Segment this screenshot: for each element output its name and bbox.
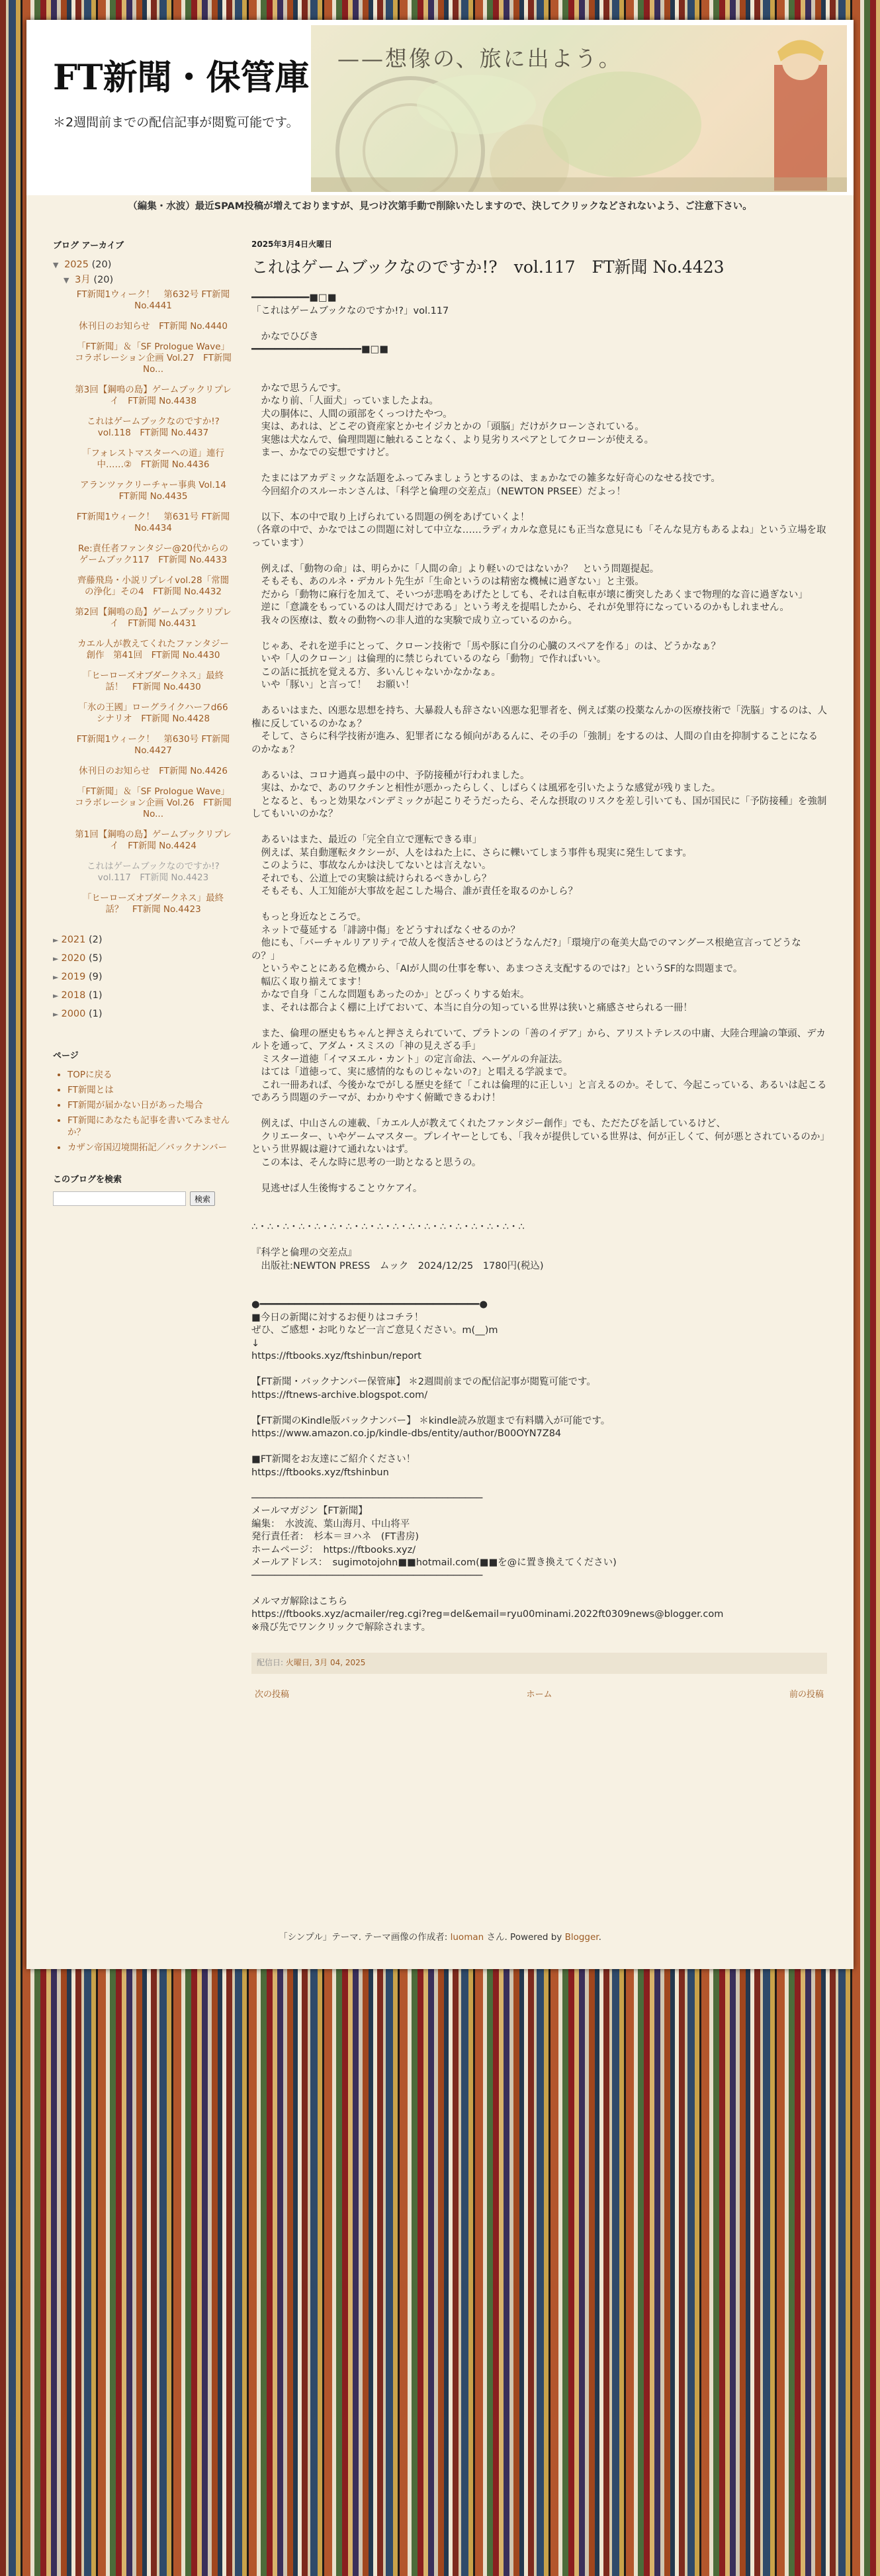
post-pager bbox=[251, 1688, 827, 1702]
post-title: これはゲームブックなのですか!? vol.117 FT新聞 No.4423 bbox=[251, 257, 725, 277]
archive-post-link[interactable]: Re:責任者ファンタジー@20代からのゲームブック117 FT新聞 No.4433 bbox=[78, 543, 228, 565]
collapse-triangle-icon[interactable]: ▼ bbox=[53, 261, 59, 269]
archive-post-link[interactable]: 「FT新聞」＆「SF Prologue Wave」コラボレーション企画 Vol.26 FT新聞 No... bbox=[75, 786, 232, 819]
archive-post-link[interactable]: カエル人が教えてくれたファンタジー創作 第41回 FT新聞 No.4430 bbox=[77, 639, 229, 661]
archive-post-link[interactable]: 「氷の王國」ローグライクハーフd66シナリオ FT新聞 No.4428 bbox=[78, 702, 228, 724]
archive-year-link[interactable]: 2000 bbox=[61, 1009, 86, 1019]
sidebar bbox=[53, 238, 236, 1206]
post-permalink[interactable]: 火曜日, 3月 04, 2025 bbox=[285, 1658, 366, 1667]
archive-year-link[interactable]: 2018 bbox=[61, 990, 86, 1001]
archive-year-link[interactable]: 2019 bbox=[61, 972, 86, 982]
older-post-link[interactable]: 前の投稿 bbox=[789, 1689, 824, 1700]
search-button[interactable]: 検索 bbox=[190, 1191, 215, 1206]
archive-year-2021[interactable] bbox=[53, 933, 232, 948]
page-link[interactable]: • カザン帝国辺境開拓記／バックナンバー bbox=[67, 1142, 232, 1154]
theme-author-link[interactable]: luoman bbox=[450, 1932, 484, 1943]
blog-title[interactable]: FT新聞・保管庫 bbox=[53, 58, 310, 98]
archive-post-link[interactable]: 「ヒーローズオブダークネス」最終話！ FT新聞 No.4430 bbox=[82, 670, 224, 692]
archive-post-list bbox=[53, 289, 236, 915]
archive-count: (20) bbox=[93, 275, 114, 285]
collapse-triangle-icon[interactable]: ▼ bbox=[64, 276, 69, 285]
archive-count: (2) bbox=[88, 935, 103, 945]
archive-count: (5) bbox=[88, 953, 103, 964]
archive-count: (20) bbox=[91, 259, 112, 270]
blog-header bbox=[26, 20, 854, 195]
archive-count: (9) bbox=[88, 972, 103, 982]
post-body: ━━━━━━━━━━■□■ 「これはゲームブックなのですか!?」vol.117 かなでひびき ━━━━━━━━━━━━━━━━━━━■□■ かなで思うんです。 かなり前、「人面犬」っていましたよね。 犬の胴体に、人間の頭部をくっつけたやつ。 実は、あれは、どこぞの資産家とかセイジカとかの「頭脳」だけがクローンされている。 実態は犬なんで、倫理問題に触れることなく、より見劣りスペアとしてクローンが使える。 まー、かなでの妄想ですけど。 たまにはアカデミックな話題をふってみましょうとするのは、まぁかなでの雑多な好奇心のなせる技です。 今回紹介のスルーホンさんは、「科学と倫理の交差点」（NEWTON PRSEE）だよっ！ 以下、本の中で取り上げられている問題の例をあげていくよ！ （各章の中で、かなではこの問題に対して中立な……ラディカルな意見にも正当な意見にも「そんな見方もあるよね」という立場を取っています） 例えば、「動物の命」は、明らかに「人間の命」より軽いのではないか？ という問題提起。 そもそも、あのルネ・デカルト先生が「生命というのは精密な機械に過ぎない」と主張。 だから「動物に麻行を加えて、そいつが悲鳴をあげたとしても、それは自転車が壊に衝突したあくまで物理的な音に過ぎない」 逆に「意識をもっているのは人間だけである」という考えを提唱したから、それが免罪符になっているのかもしれません。 我々の医療は、数々の動物への非人道的な実験で成り立っているのから。 じゃあ、それを逆手にとって、クローン技術で「馬や豚に自分の心臓のスペアを作る」のは、どうかなぁ？ いや「人のクローン」は倫理的に禁じられているのなら「動物」で作ればいい。 この話に抵抗を覚える方、多いんじゃないかなかなぁ。 いや「豚い」と言って！ お願い！ あるいはまた、凶悪な思想を持ち、大暴殺人も辞さない凶悪な犯罪者を、例えば薬の投薬なんかの医療技術で「洗脳」するのは、人権に反しているのかなぁ？ そして、さらに科学技術が進み、犯罪者になる傾向があるんに、その手の「強制」をするのは、人間の自由を抑制することになるのかなぁ？ あるいは、コロナ過真っ最中の中、予防接種が行われました。 実は、かなで、あのワクチンと相性が悪かったらしく、しばらくは風邪を引いたような感覚が残りました。 となると、もっと効果なパンデミックが起こりそうだったら、そんな摂取のリスクを差し引いても、国が国民に「予防接種」を強制してもいいのかな？ あるいはまた、最近の「完全自立で運転できる車」 例えば、某自動運転タクシーが、人をはねた上に、さらに轢いてしまう事件も現実に発生してます。 このように、事故なんかは決してないとは言えない。 それでも、公道上での実験は続けられるべきかしら？ そもそも、人工知能が大事故を起こした場合、誰が責任を取るのかしら？ もっと身近なところで。 ネットで蔓延する「誹謗中傷」をどうすればなくせるのか？ 他にも、「バーチャルリアリティで故人を復活させるのはどうなんだ?」「環境庁の奄美大島でのマングース根絶宣言ってどうなの？」 というやことにある危機から、「AIが人間の仕事を奪い、あまつさえ支配するのでは?」というSF的な問題まで。 幅広く取り揃えてます！ かなで自身「こんな問題もあったのか」とびっくりする始末。 ま、それは都合よく棚に上げておいて、本当に自分の知っている世界は狭いと痛感させられる一冊！ また、倫理の歴史もちゃんと押さえられていて、プラトンの「善のイデア」から、アリストテレスの中庸、大陸合理論の筆頭、デカルトを通って、アダム・スミスの「神の見えざる手」 ミスター道徳「イマヌエル・カント」の定言命法、ヘーゲルの弁証法。 はては「道徳って、実に感情的なものじゃないの?」と唱える学説まで。 これ一冊あれば、今後かなでがしる歴史を経て「これは倫理的に正しい」と言えるのか。そして、今起こっている、あるいは起こるであろう問題のテーマが、わかりやすく俯瞰できるわけ！ 例えば、中山さんの連載、「カエル人が教えてくれたファンタジー創作」でも、ただたびを話しているけど、 クリエーター、いやゲームマスター。プレイヤーとしても、「我々が提供している世界は、何が正しくて、何が悪とされているのか」という世界観は避けて通れないはず。 この本は、そんな時に思考の一助となると思うの。 見逃せば人生後悔することウケアイ。 ∴・∴・∴・∴・∴・∴・∴・∴・∴・∴・∴・∴・∴・∴・∴・∴・∴・∴ 『科学と倫理の交差点』 出版社:NEWTON PRESS ムック 2024/12/25 1780円(税込) ●━━━━━━━━━━━━━━━━━━━━━━━━━━━━━━━━━━━━━━● ■今日の新聞に対するお便りはコチラ！ ぜひ、ご感想・お叱りなど一言ご意見ください。m(__)m ↓ https://ftbooks.xyz/ftshinbun/report 【FT新聞・バックナンバー保管庫】 ＊2週間前までの配信記事が閲覧可能です。 https://ftnews-archive.blogspot.com/ 【FT新聞のKindle版バックナンバー】 ＊kindle読み放題まで有料購入が可能です。 https://www.amazon.co.jp/kindle-dbs/entity/author/B00OYN7Z84 ■FT新聞をお友達にご紹介ください！ https://ftbooks.xyz/ftshinbun ──────────────────────────────────────── メールマガジン【FT新聞】 編集： 水波流、葉山海月、中山将平 発行責任者： 杉本＝ヨハネ (FT書房) ホームページ： https://ftbooks.xyz/ メールアドレス： sugimotojohn■■hotmail.com(■■を@に置き換えてください) ──────────────────────────────────────── メルマガ解除はこちら https://ftbooks.xyz/acmailer/reg.cgi?reg=del&email=ryu00minami.2022ft0309news@blogger.com ※飛び先でワンクリックで解除されます。 bbox=[251, 293, 827, 1633]
pages-list bbox=[53, 1069, 232, 1154]
archive-year-2020[interactable] bbox=[53, 951, 232, 966]
page-link[interactable]: • FT新聞にあなたも記事を書いてみませんか？ bbox=[67, 1115, 232, 1138]
archive-month-link[interactable]: 3月 bbox=[75, 275, 91, 285]
archive-post-link[interactable]: 第2回【鋼鳴の島】ゲームブックリプレイ FT新聞 No.4431 bbox=[75, 607, 232, 629]
archive-year-2018[interactable] bbox=[53, 988, 232, 1003]
spam-notice: （編集・水波）最近SPAM投稿が増えておりますが、見つけ次第手動で削除いたしますので、決してクリックなどされないよう、ご注意下さい。 bbox=[128, 201, 752, 212]
attribution-suffix: . bbox=[598, 1932, 601, 1943]
archive-post-link[interactable]: これはゲームブックなのですか!? vol.118 FT新聞 No.4437 bbox=[87, 416, 229, 438]
page-link[interactable]: • FT新聞が届かない日があった場合 bbox=[67, 1099, 232, 1111]
search-form bbox=[53, 1191, 232, 1206]
archive-year-2019[interactable] bbox=[53, 970, 232, 985]
archive-year-link[interactable]: 2025 bbox=[64, 259, 89, 270]
archive-post-link[interactable]: 齊藤飛鳥・小説リプレイvol.28「常闇の浄化」その4 FT新聞 No.4432 bbox=[77, 575, 230, 597]
archive-count: (1) bbox=[88, 990, 103, 1001]
archive-post-link[interactable]: 「ヒーローズオブダークネス」最終話？ FT新聞 No.4423 bbox=[82, 893, 224, 915]
archive-post-link[interactable]: 「フォレストマスターへの道」連行中……② FT新聞 No.4436 bbox=[82, 448, 224, 470]
page-link[interactable]: • TOPに戻る bbox=[67, 1069, 232, 1081]
archive-year-link[interactable]: 2020 bbox=[61, 953, 86, 964]
archive-post-link[interactable]: FT新聞1ウィーク！ 第630号 FT新聞 No.4427 bbox=[76, 734, 230, 756]
theme-attribution bbox=[26, 1929, 854, 1943]
archive-post-current: これはゲームブックなのですか!? vol.117 FT新聞 No.4423 bbox=[87, 861, 229, 883]
archive-post-link[interactable]: 「FT新聞」＆「SF Prologue Wave」コラボレーション企画 Vol.27 FT新聞 No... bbox=[75, 342, 232, 375]
post-footer bbox=[251, 1653, 827, 1674]
archive-count: (1) bbox=[88, 1009, 103, 1019]
expand-triangle-icon[interactable]: ► bbox=[53, 973, 59, 982]
blog-page bbox=[26, 20, 854, 1969]
pages-heading: ページ bbox=[53, 1051, 79, 1061]
expand-triangle-icon[interactable]: ► bbox=[53, 1010, 59, 1019]
archive-year-link[interactable]: 2021 bbox=[61, 935, 86, 945]
newer-post-link[interactable]: 次の投稿 bbox=[255, 1689, 290, 1700]
attribution-prefix: 「シンプル」テーマ. テーマ画像の作成者: bbox=[279, 1932, 451, 1943]
archive-post-link[interactable]: FT新聞1ウィーク！ 第631号 FT新聞 No.4434 bbox=[76, 512, 230, 533]
banner-slogan: ——想像の、旅に出よう。 bbox=[337, 46, 623, 71]
archive-month-march[interactable] bbox=[53, 273, 232, 288]
page-link[interactable]: • FT新聞とは bbox=[67, 1084, 232, 1096]
attribution-middle: さん. Powered by bbox=[484, 1932, 565, 1943]
expand-triangle-icon[interactable]: ► bbox=[53, 954, 59, 963]
archive-post-link[interactable]: 休刊日のお知らせ FT新聞 No.4426 bbox=[79, 766, 228, 776]
archive-year-2025[interactable] bbox=[53, 257, 232, 273]
header-banner-image bbox=[311, 25, 847, 192]
archive-post-link[interactable]: アランツァクリーチャー事典 Vol.14 FT新聞 No.4435 bbox=[80, 480, 236, 502]
archive-post-link[interactable]: FT新聞1ウィーク！ 第632号 FT新聞 No.4441 bbox=[76, 289, 230, 311]
main-column bbox=[251, 238, 827, 1701]
expand-triangle-icon[interactable]: ► bbox=[53, 991, 59, 1000]
archive-post-link[interactable]: 第3回【鋼鳴の島】ゲームブックリプレイ FT新聞 No.4438 bbox=[75, 385, 232, 406]
home-link[interactable]: ホーム bbox=[526, 1689, 552, 1700]
expand-triangle-icon[interactable]: ► bbox=[53, 936, 59, 944]
blog-description: ＊2週間前までの配信記事が閲覧可能です。 bbox=[53, 115, 299, 130]
archive-post-link[interactable]: 休刊日のお知らせ FT新聞 No.4440 bbox=[79, 321, 228, 332]
archive-year-2000[interactable] bbox=[53, 1007, 232, 1022]
search-heading: このブログを検索 bbox=[53, 1175, 122, 1185]
search-input[interactable] bbox=[53, 1191, 186, 1206]
post-footer-label: 配信日: bbox=[257, 1658, 284, 1667]
archive-years bbox=[53, 933, 232, 1022]
blogger-link[interactable]: Blogger bbox=[564, 1932, 599, 1943]
post-date-header: 2025年3月4日火曜日 bbox=[251, 240, 333, 249]
archive-post-link[interactable]: 第1回【鋼鳴の島】ゲームブックリプレイ FT新聞 No.4424 bbox=[75, 829, 232, 851]
archive-heading: ブログ アーカイブ bbox=[53, 241, 124, 251]
